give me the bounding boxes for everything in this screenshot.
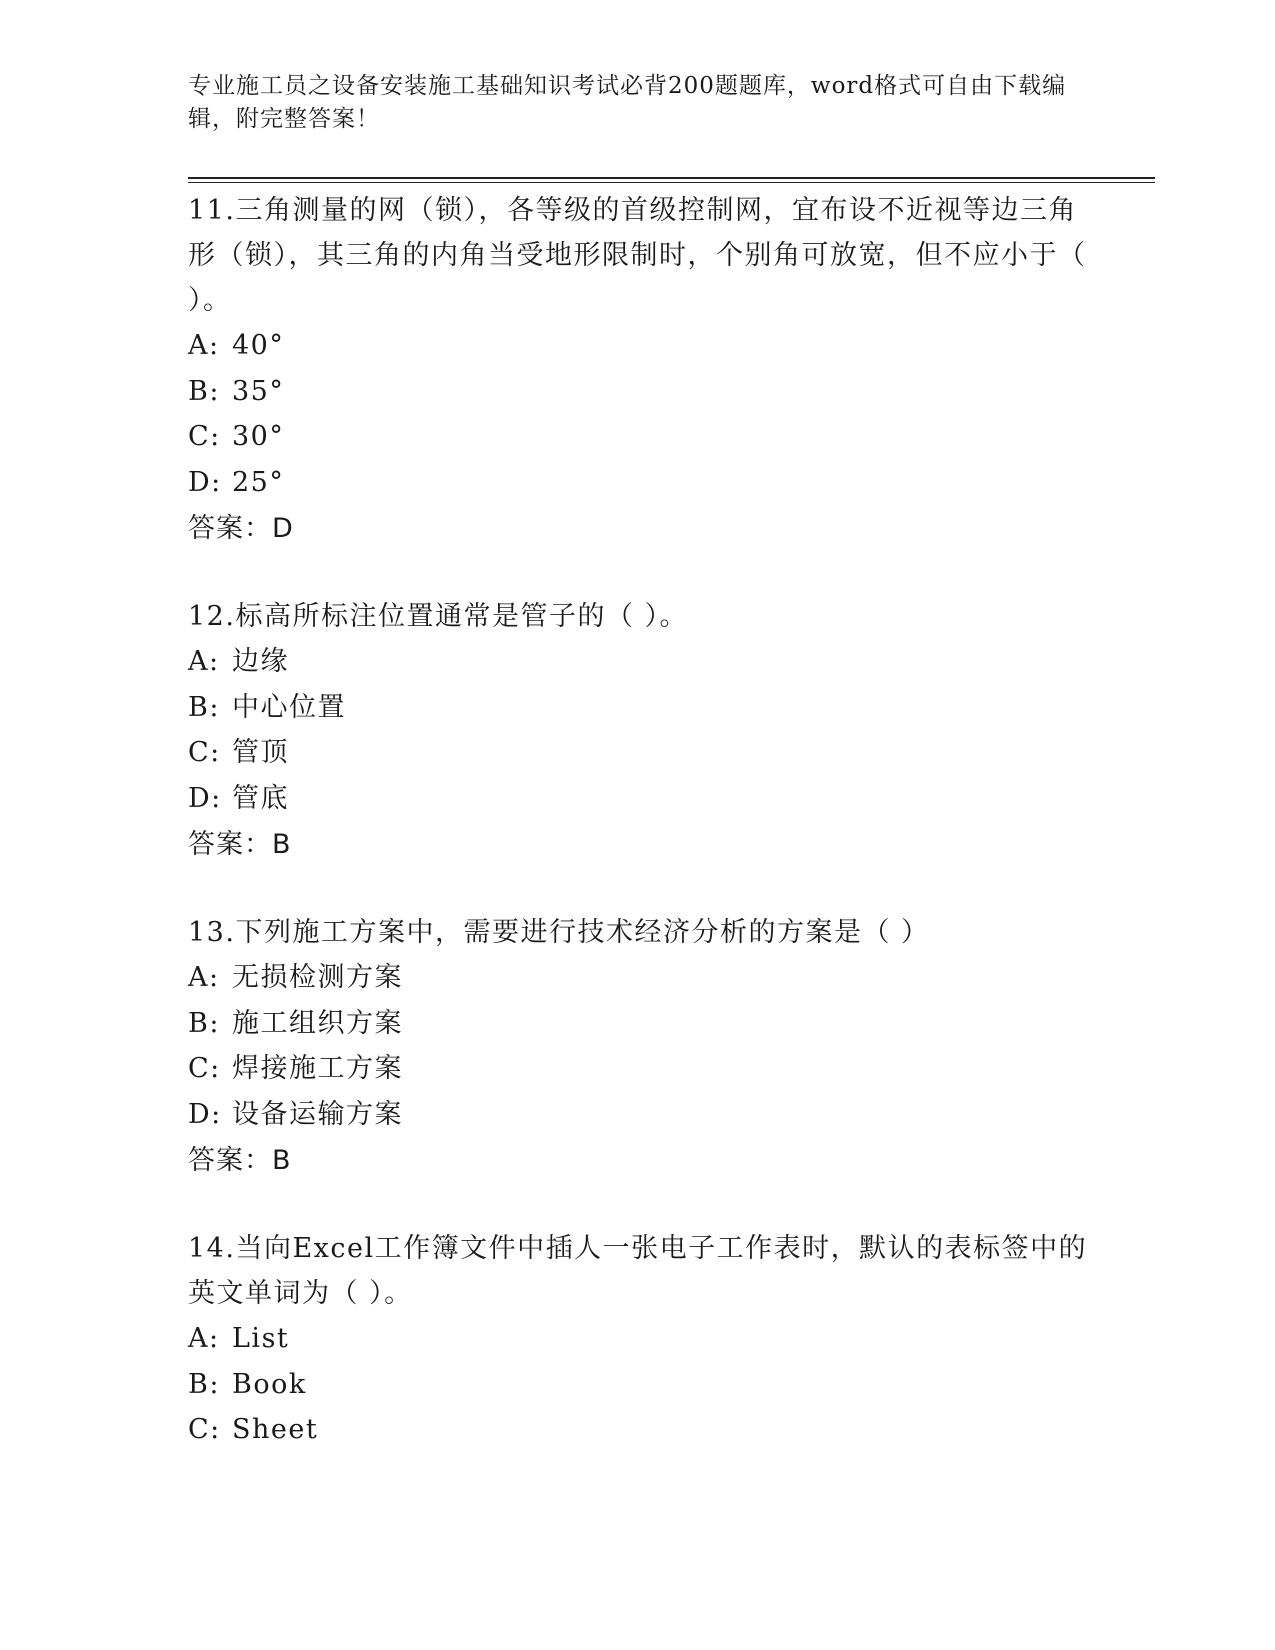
option-label: C:: [188, 1414, 221, 1445]
question-text: 14.当向Excel工作簿文件中插人一张电子工作表时，默认的表标签中的英文单词为（ ）。: [188, 1233, 1088, 1309]
option-text: 边缘: [232, 646, 289, 677]
option-c: [188, 1046, 1088, 1092]
option-label: A:: [188, 330, 220, 361]
answer-text: 答案：D: [188, 513, 294, 544]
option-b: [188, 1001, 1088, 1047]
option-text: 无损检测方案: [232, 962, 403, 993]
option-text: 中心位置: [232, 691, 346, 723]
option-text: 30°: [232, 421, 285, 452]
option-text: 35°: [232, 375, 285, 407]
option-label: B:: [188, 375, 220, 407]
question-text: 11.三角测量的网（锁），各等级的首级控制网，宜布设不近视等边三角形（锁），其三角的内角当受地形限制时，个别角可放宽，但不应小于（ ）。: [188, 195, 1087, 316]
option-a: [188, 1316, 1088, 1362]
question-item: [188, 594, 1088, 868]
option-label: A:: [188, 1323, 220, 1354]
option-text: 管顶: [232, 737, 289, 768]
option-c: [188, 414, 1088, 460]
option-b: [188, 685, 1088, 731]
option-c: [188, 1407, 1088, 1453]
option-text: 25°: [232, 466, 285, 498]
question-text: 13.下列施工方案中，需要进行技术经济分析的方案是（ ）: [188, 917, 930, 948]
option-text: 施工组织方案: [232, 1007, 403, 1039]
option-label: B:: [188, 691, 220, 723]
option-text: 40°: [232, 330, 285, 361]
option-label: D:: [188, 1098, 222, 1130]
document-title: 专业施工员之设备安装施工基础知识考试必背200题题库，word格式可自由下载编辑，附完整答案！: [188, 73, 1067, 132]
question-item: [188, 910, 1088, 1184]
option-label: B:: [188, 1007, 220, 1039]
option-label: A:: [188, 646, 220, 677]
option-text: 焊接施工方案: [232, 1053, 403, 1084]
option-text: Sheet: [232, 1414, 319, 1445]
option-label: C:: [188, 737, 221, 768]
option-b: [188, 1362, 1088, 1408]
option-label: B:: [188, 1368, 220, 1400]
option-text: List: [232, 1323, 290, 1354]
option-a: [188, 639, 1088, 685]
header-divider-thick: [188, 177, 1155, 179]
option-b: [188, 369, 1088, 415]
option-d: [188, 1092, 1088, 1138]
question-text: 12.标高所标注位置通常是管子的（ ）。: [188, 601, 689, 632]
option-text: 设备运输方案: [232, 1098, 403, 1130]
answer-text: 答案：B: [188, 1145, 292, 1176]
option-text: Book: [232, 1368, 307, 1400]
option-d: [188, 460, 1088, 506]
option-label: C:: [188, 421, 221, 452]
answer-text: 答案：B: [188, 829, 292, 860]
question-item: [188, 188, 1088, 552]
header-divider-thin: [188, 182, 1155, 183]
option-a: [188, 323, 1088, 369]
question-item: [188, 1226, 1088, 1453]
option-label: D:: [188, 466, 222, 498]
option-d: [188, 776, 1088, 822]
question-list: [188, 188, 1088, 1495]
option-label: C:: [188, 1053, 221, 1084]
option-label: D:: [188, 782, 222, 814]
option-label: A:: [188, 962, 220, 993]
option-c: [188, 730, 1088, 776]
option-a: [188, 955, 1088, 1001]
option-text: 管底: [232, 782, 289, 814]
